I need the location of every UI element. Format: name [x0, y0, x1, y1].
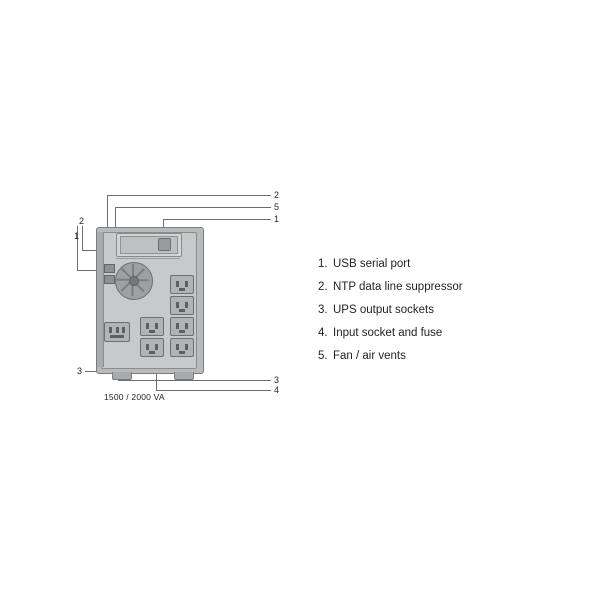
leader-line-top-1 — [163, 219, 271, 220]
ntp-data-line-suppressor-icon — [104, 275, 115, 284]
ups-output-socket — [140, 317, 164, 336]
callout-left-2: 2 — [79, 216, 85, 226]
callout-top-5: 5 — [274, 202, 280, 212]
legend-item-label: UPS output sockets — [333, 304, 434, 316]
usb-serial-port-icon — [104, 264, 115, 273]
legend-item — [318, 253, 578, 276]
legend-item-number: 2. — [318, 281, 328, 293]
input-socket-and-fuse-icon — [104, 322, 130, 342]
callout-bottom-right-3: 3 — [274, 375, 280, 385]
legend-item-number: 3. — [318, 304, 328, 316]
callout-left-1: 1 — [74, 231, 80, 241]
ups-output-socket — [170, 275, 194, 294]
legend-item-number: 5. — [318, 350, 328, 362]
leader-line-left-2 — [82, 226, 83, 250]
legend-item-number: 4. — [318, 327, 328, 339]
legend-item-label: Fan / air vents — [333, 350, 406, 362]
legend-item — [318, 345, 578, 368]
leader-line-bottom-3 — [118, 380, 271, 381]
legend-item-number: 1. — [318, 258, 328, 270]
legend-item — [318, 322, 578, 345]
callout-bottom-right-4: 4 — [274, 385, 280, 395]
legend-item-label: NTP data line suppressor — [333, 281, 463, 293]
ups-side-panel — [97, 232, 104, 367]
callout-bottom-left-3: 3 — [77, 366, 83, 376]
legend-item-label: USB serial port — [333, 258, 411, 270]
ups-foot — [112, 372, 132, 380]
ups-output-socket — [170, 338, 194, 357]
fan-hub-icon — [129, 276, 139, 286]
diagram-caption: 1500 / 2000 VA — [104, 392, 165, 402]
ups-output-socket — [170, 296, 194, 315]
leader-line-bottom-4 — [156, 390, 271, 391]
legend-item — [318, 276, 578, 299]
ups-output-socket — [170, 317, 194, 336]
power-button[interactable] — [158, 238, 171, 251]
callout-top-1: 1 — [274, 214, 280, 224]
ups-foot — [174, 372, 194, 380]
leader-line-top-2 — [107, 195, 271, 196]
ups-output-socket — [140, 338, 164, 357]
leader-line-top-5 — [115, 207, 271, 208]
legend-item — [318, 299, 578, 322]
callout-top-2: 2 — [274, 190, 280, 200]
panel-seam — [116, 258, 180, 259]
legend-item-label: Input socket and fuse — [333, 327, 443, 339]
leader-line-bottom-4-riser — [156, 372, 157, 390]
legend-list — [318, 253, 578, 368]
